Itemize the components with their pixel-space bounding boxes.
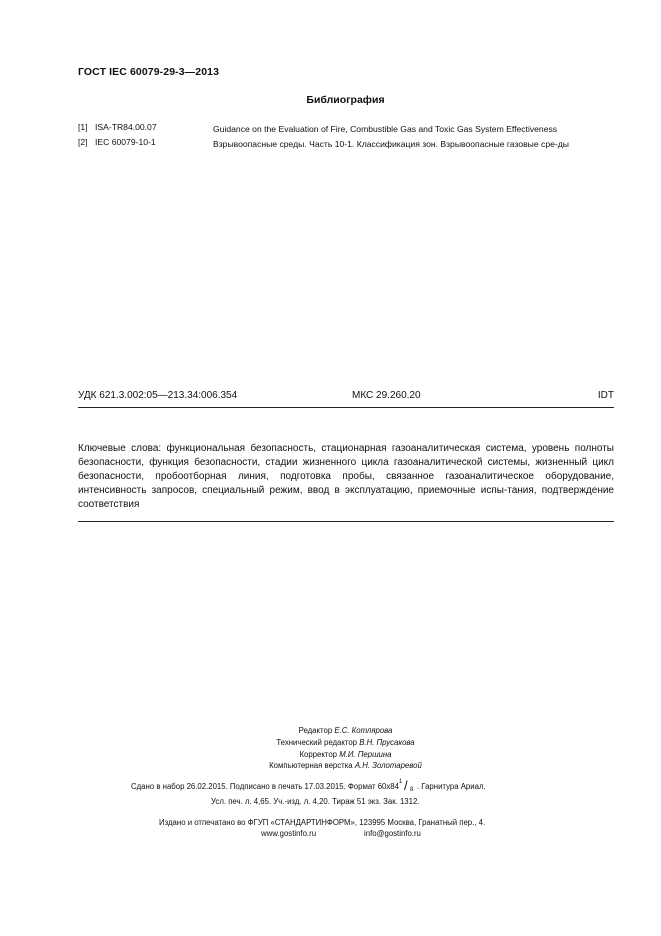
corrector-name: М.И. Першина [339,750,392,759]
divider [78,407,614,408]
bibliography-entry-id: ISA-TR84.00.07 [95,122,157,132]
bibliography-entry-number: [2] [78,137,88,147]
imprint-typeface: . Гарнитура Ариал. [416,782,486,792]
bibliography-entry-id: IEC 60079-10-1 [95,137,156,147]
tech-editor-label: Технический редактор [276,738,358,747]
tech-editor-name: В.Н. Прусакова [359,738,415,747]
credits-layout [0,761,661,770]
layout-label: Компьютерная верстка [269,761,353,770]
bibliography-entry [78,122,625,136]
imprint-dates-format: Сдано в набор 26.02.2015. Подписано в печать 17.03.2015. Формат 60x84 [131,782,399,792]
imprint-line-1 [131,778,486,793]
editor-label: Редактор [298,726,333,735]
divider [78,521,614,522]
email-link[interactable]: info@gostinfo.ru [364,829,421,838]
credits-tech-editor [0,738,661,747]
bibliography-title: Библиография [306,94,385,106]
credits-corrector [0,750,661,759]
credits-editor [0,726,661,735]
format-fraction: 1 / 8 [398,778,414,793]
bibliography-entry [78,137,625,167]
bibliography-entry-text: Guidance on the Evaluation of Fire, Combustible Gas and Toxic Gas System Effectiveness [213,124,558,134]
bibliography-entry-text: Взрывоопасные среды. Часть 10-1. Классификация зон. Взрывоопасные газовые сре-ды [213,139,569,149]
classification-line [78,390,614,404]
standard-header: ГОСТ IEC 60079-29-3—2013 [78,66,220,78]
corrector-label: Корректор [299,750,338,759]
udk-code: УДК 621.3.002:05—213.34:006.354 [78,390,238,401]
mks-code: МКС 29.260.20 [352,390,421,401]
imprint-line-2: Усл. печ. л. 4,65. Уч.-изд. л. 4,20. Тираж 51 экз. Зак. 1312. [211,797,420,806]
bibliography-entry-number: [1] [78,122,88,132]
keywords-paragraph: Ключевые слова: функциональная безопасность, стационарная газоаналитическая система, уровень полноты безопасности, функция безопасности, стадии жизненного цикла газоаналитической системы, жизненный цикл безопасности, пробоотборная линия, подготовка пробы, связанное газоаналитическое оборудование, интенсивность запросов, специальный режим, ввод в эксплуатацию, приемочные испы-тания, подтверждение соответствия [78,443,614,510]
editor-name: Е.С. Котлярова [334,726,393,735]
publisher-line: Издано и отпечатано во ФГУП «СТАНДАРТИНФОРМ», 123995 Москва, Гранатный пер., 4. [159,818,486,827]
website-link[interactable]: www.gostinfo.ru [261,829,317,838]
layout-name: А.Н. Золотаревой [354,761,422,770]
idt-label: IDT [597,390,614,401]
